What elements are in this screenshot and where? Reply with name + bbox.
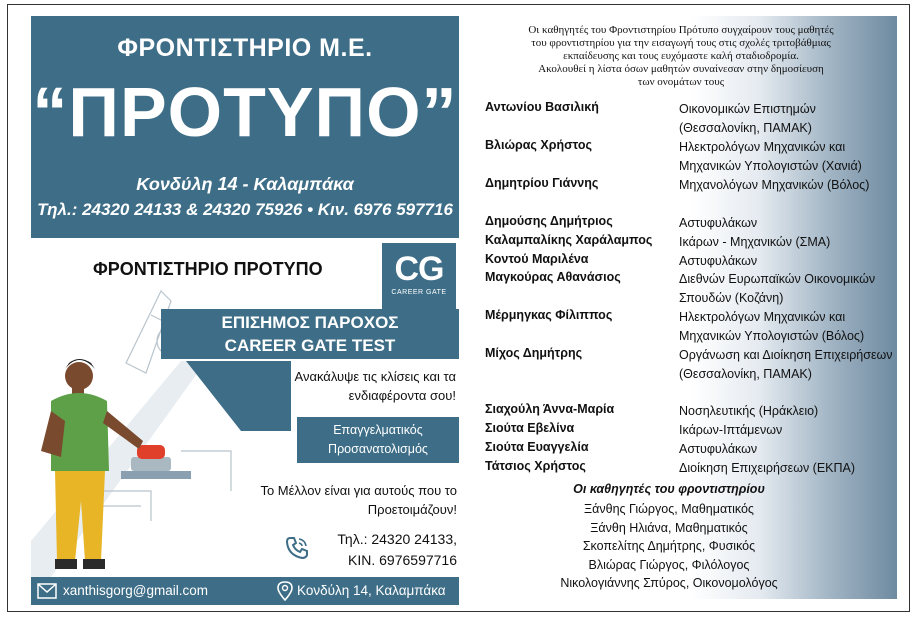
intro-line3: εκπαίδευσης και τους ευχόμαστε καλή σταδιοδρομία. (563, 50, 799, 62)
intro-line2: του φροντιστηρίου για την εισαγωγή τους στις σχολές τριτοβάθμιας (531, 37, 831, 49)
student-school: Οικονομικών Επιστημών (Θεσσαλονίκη, ΠΑΜΑΚ) (679, 102, 816, 135)
discover-text (256, 367, 456, 405)
student-name: Βλιώρας Χρήστος (485, 138, 593, 152)
banner-name: “ΠΡΟΤΥΠΟ” (32, 73, 458, 151)
official-line1: ΕΠΙΣΗΜΟΣ ΠΑΡΟΧΟΣ (221, 313, 399, 332)
phone-line2: ΚΙΝ. 6976597716 (348, 552, 457, 568)
intro-line1: Οι καθηγητές του Φροντιστηρίου Πρότυπο συγχαίρουν τους μαθητές (528, 24, 834, 36)
footer-address: Κονδύλη 14, Καλαμπάκα (297, 583, 446, 598)
list-item: Ξάνθη Ηλιάνα, Μαθηματικός (590, 520, 748, 535)
cg-logo-subtitle: CAREER GATE (391, 289, 447, 296)
student-school: Διοίκηση Επιχειρήσεων (ΕΚΠΑ) (679, 461, 856, 475)
career-gate-ad (31, 241, 459, 605)
banner-phones: Τηλ.: 24320 24133 & 24320 75926 • Κιν. 6976 597716 (37, 200, 453, 219)
student-name: Δημούσης Δημήτριος (485, 214, 613, 228)
student-school: Νοσηλευτικής (Ηράκλειο) (679, 404, 819, 418)
vocation-line1: Επαγγελματικός (333, 423, 423, 437)
student-school: Διεθνών Ευρωπαϊκών Οικονομικών Σπουδών (Κοζάνη) (679, 272, 876, 305)
list-item: Νικολογιάννης Σπύρος, Οικονομολόγος (560, 576, 778, 590)
student-name: Καλαμπαλίκης Χαράλαμπος (485, 233, 653, 247)
student-school: Ικάρων - Μηχανικών (ΣΜΑ) (679, 235, 831, 249)
list-item: Βλιώρας Γιώργος, Φιλόλογος (588, 557, 750, 572)
student-name: Αντωνίου Βασιλική (485, 100, 599, 114)
discover-line1: Ανακάλυψε τις κλίσεις και τα (294, 369, 456, 384)
congratulations-panel (469, 16, 897, 599)
official-line2: CAREER GATE TEST (224, 336, 396, 355)
header-banner (31, 16, 459, 238)
student-name: Δημητρίου Γιάννης (485, 176, 599, 190)
phone-icon (284, 535, 310, 561)
intro-text (481, 24, 881, 89)
student-name: Μέρμηγκας Φίλιππος (485, 308, 613, 322)
vocation-line2: Προσανατολισμός (328, 442, 428, 456)
student-school: Ηλεκτρολόγων Μηχανικών και Μηχανικών Υπολογιστών (Χανιά) (679, 140, 862, 173)
email-address: xanthisgorg@gmail.com (63, 583, 209, 598)
vocational-guidance-box (297, 417, 459, 463)
list-item: Ξάνθης Γιώργος, Μαθηματικός (584, 502, 754, 516)
banner-subtitle: ΦΡΟΝΤΙΣΤΗΡΙΟ Μ.Ε. (117, 34, 373, 62)
mail-icon (37, 583, 57, 599)
future-slogan (221, 481, 457, 519)
location-pin-icon (277, 581, 293, 601)
teachers-title: Οι καθηγητές του φροντιστηρίου (573, 482, 765, 496)
student-school: Μηχανολόγων Μηχανικών (Βόλος) (679, 178, 870, 192)
student-school: Ικάρων-Ιπτάμενων (679, 423, 783, 437)
future-line2: Προετοιμάζουν! (367, 502, 457, 517)
student-name: Κοντού Μαριλένα (485, 252, 589, 266)
student-school: Αστυφυλάκων (679, 216, 758, 230)
intro-line5: των ονομάτων τους (637, 76, 725, 88)
list-item: Σκοπελίτης Δημήτρης, Φυσικός (582, 539, 756, 553)
contact-footer (31, 577, 459, 605)
student-school: Οργάνωση και Διοίκηση Επιχειρήσεων (Θεσσαλονίκη, ΠΑΜΑΚ) (679, 348, 893, 381)
student-name: Μίχος Δημήτρης (485, 346, 583, 360)
career-gate-logo (382, 243, 456, 309)
intro-line4: Ακολουθεί η λίστα όσων μαθητών συναίνεσαν στην δημοσίευση (538, 63, 824, 75)
student-name: Σιούτα Ευαγγελία (485, 440, 589, 454)
official-provider-box (161, 309, 459, 359)
discover-line2: ενδιαφέροντα σου! (348, 388, 456, 403)
student-name: Σιούτα Εβελίνα (485, 421, 575, 435)
student-name: Τάτσιος Χρήστος (485, 459, 586, 473)
future-line1: Το Μέλλον είναι για αυτούς που το (260, 483, 457, 498)
banner-address: Κονδύλη 14 - Καλαμπάκα (136, 174, 354, 194)
phone-contact (311, 529, 457, 571)
student-school: Αστυφυλάκων (679, 254, 758, 268)
teachers-list (469, 500, 869, 593)
student-school: Αστυφυλάκων (679, 442, 758, 456)
ad-title: ΦΡΟΝΤΙΣΤΗΡΙΟ ΠΡΟΤΥΠΟ (93, 259, 323, 279)
student-school: Ηλεκτρολόγων Μηχανικών και Μηχανικών Υπολογιστών (Βόλος) (679, 310, 865, 343)
phone-line1: Τηλ.: 24320 24133, (337, 531, 457, 547)
student-name: Σιαχούλη Άννα-Μαρία (485, 402, 615, 416)
student-name: Μαγκούρας Αθανάσιος (485, 270, 621, 284)
cg-logo-text: CG (394, 250, 444, 288)
